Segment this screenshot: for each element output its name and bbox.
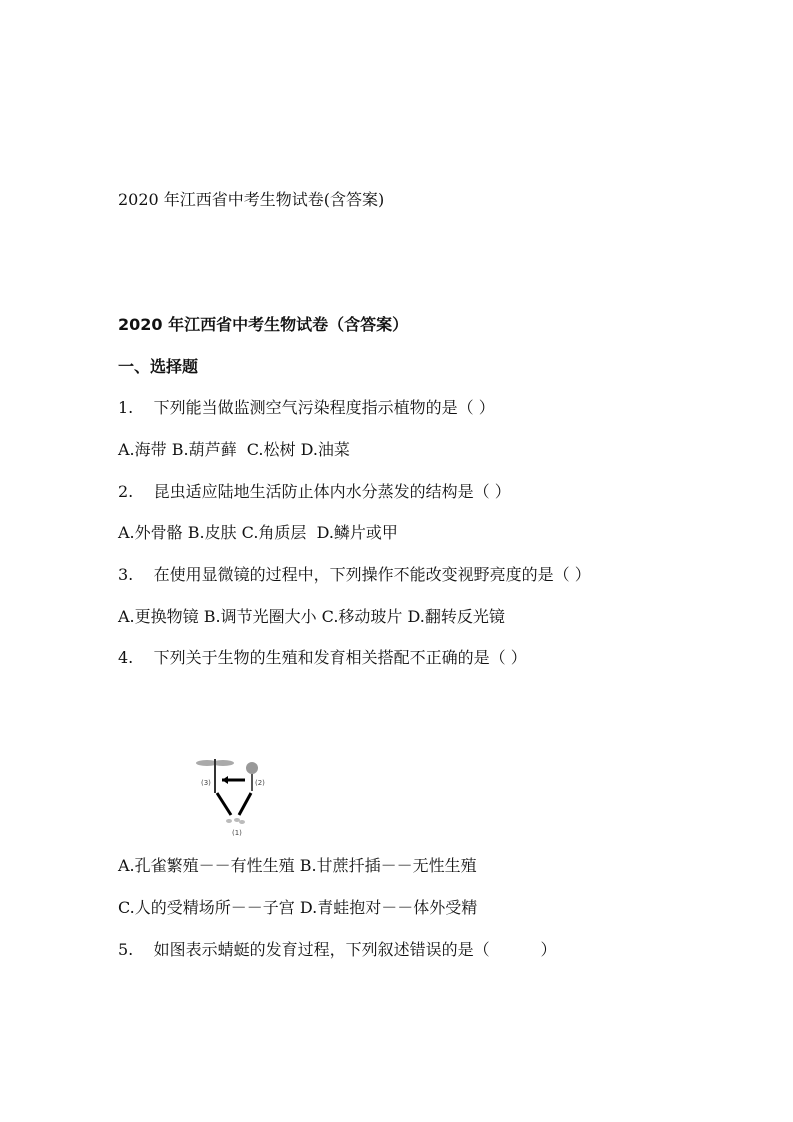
question-3-options: A.更换物镜 B.调节光圈大小 C.移动玻片 D.翻转反光镜 — [118, 607, 505, 626]
question-1-options: A.海带 B.葫芦藓 C.松树 D.油菜 — [118, 440, 350, 459]
document-title: 2020 年江西省中考生物试卷(含答案) — [118, 190, 385, 209]
dragonfly-adult-icon — [196, 759, 234, 793]
question-2-options: A.外骨骼 B.皮肤 C.角质层 D.鳞片或甲 — [118, 523, 398, 542]
dragonfly-lifecycle-figure — [195, 755, 265, 840]
question-5-stem: 5. 如图表示蜻蜓的发育过程，下列叙述错误的是（ ） — [118, 940, 557, 959]
question-3-stem: 3. 在使用显微镜的过程中，下列操作不能改变视野亮度的是（ ） — [118, 565, 591, 584]
figure-label-2: (2) — [255, 779, 265, 787]
eggs-icon — [226, 818, 245, 824]
question-4-options-2: C.人的受精场所－－子宫 D.青蛙抱对－－体外受精 — [118, 898, 478, 917]
figure-label-3: (3) — [201, 779, 211, 787]
question-1-stem: 1. 下列能当做监测空气污染程度指示植物的是（ ） — [118, 398, 495, 417]
question-4-stem: 4. 下列关于生物的生殖和发育相关搭配不正确的是（ ） — [118, 648, 527, 667]
figure-label-1: (1) — [232, 829, 242, 837]
section-heading: 一、选择题 — [118, 357, 199, 376]
page-heading: 2020 年江西省中考生物试卷（含答案） — [118, 315, 409, 334]
question-4-options: A.孔雀繁殖－－有性生殖 B.甘蔗扦插－－无性生殖 — [118, 856, 477, 875]
question-2-stem: 2. 昆虫适应陆地生活防止体内水分蒸发的结构是（ ） — [118, 482, 511, 501]
